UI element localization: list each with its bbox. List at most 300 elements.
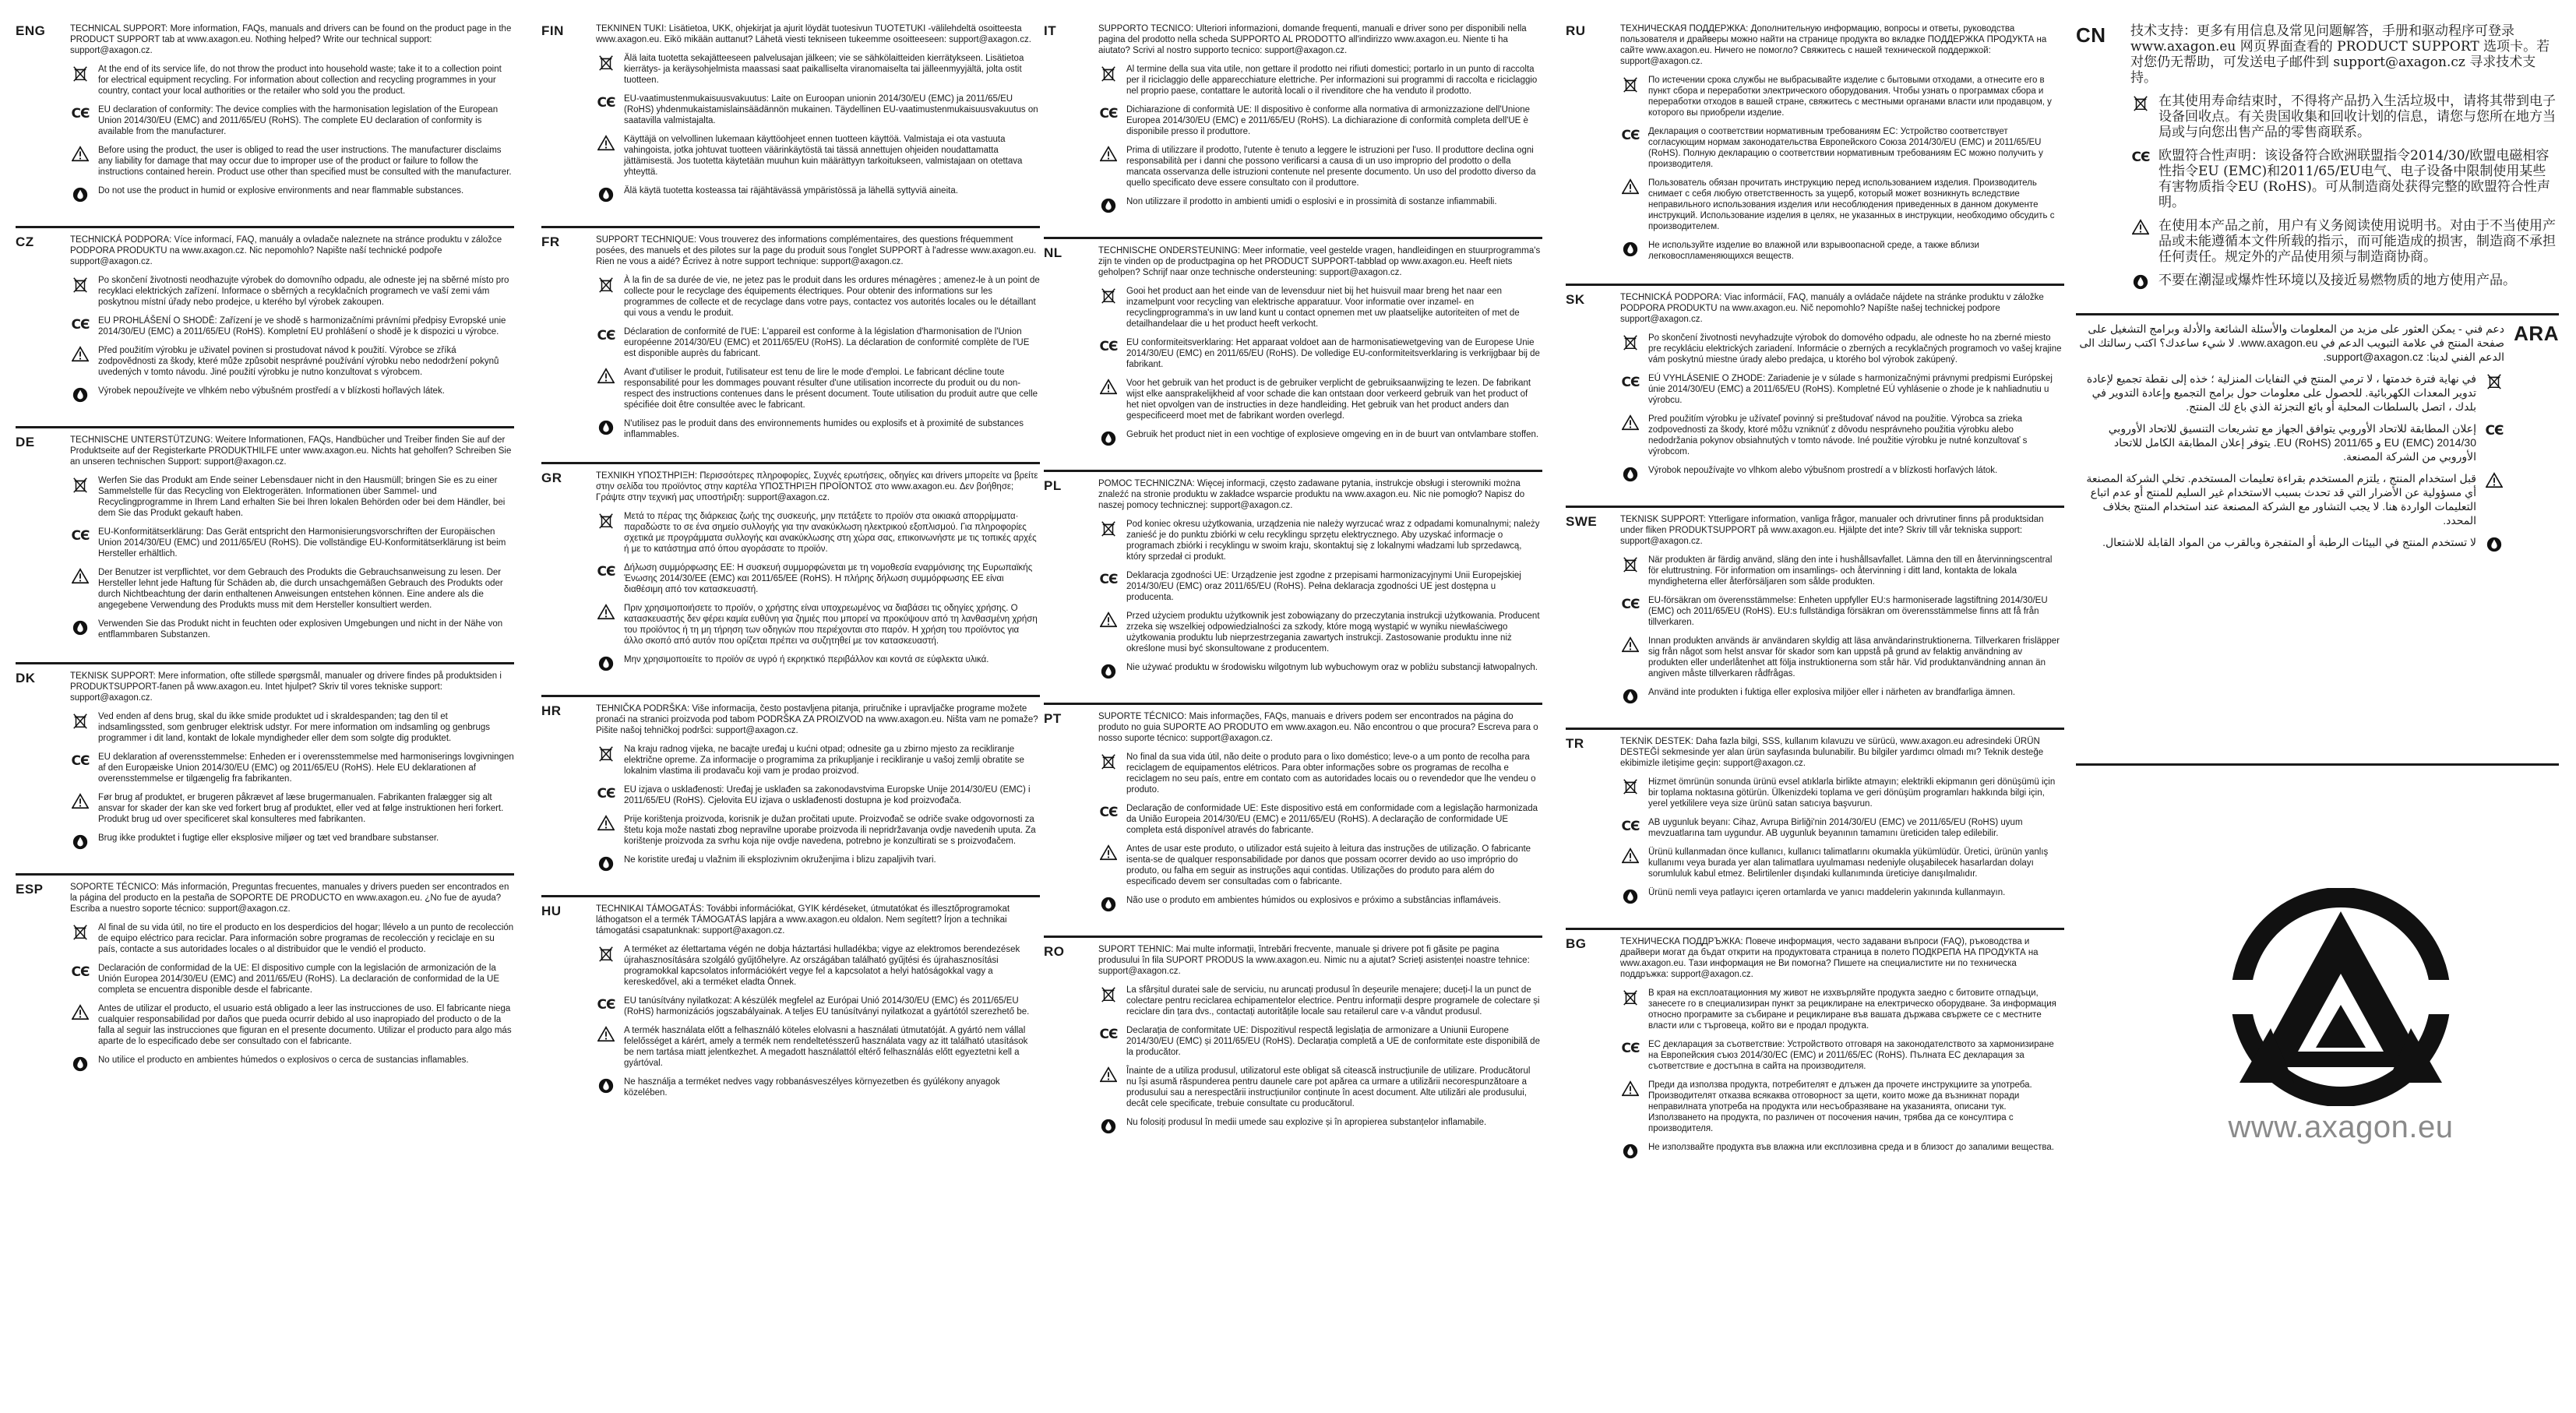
no-humid-icon <box>1620 240 1640 259</box>
language-code: ENG <box>16 23 46 38</box>
notice-text: Al termine della sua vita utile, non gettare il prodotto nei rifiuti domestici; portarlo in un punto di raccolta per il riciclaggio delle apparecchiature elettriche. Per informazioni sui programmi di raccolta e riciclaggio nel proprio paese, contattare le autorità locali o il rivenditore che ha venduto il prodotto. <box>1126 65 1538 96</box>
ce-mark-icon: CЄ <box>597 564 615 580</box>
language-code: SK <box>1566 292 1585 307</box>
notice-row <box>1620 777 2064 809</box>
notice-row <box>1098 844 1542 887</box>
notice-row <box>1620 817 2064 839</box>
language-code: RO <box>1044 944 1065 959</box>
support-paragraph: ТЕХНИЧЕСКАЯ ПОДДЕРЖКА: Дополнительную информацию, вопросы и ответы, руководства пользователя и драйверы можно найти на странице продукта во вкладке ПОДДЕРЖКА ПРОДУКТА на сайте www.axagon.eu. Ничего не помогло? Свяжитесь с нашей технической поддержкой: support@axagon.cz. <box>1620 24 2047 66</box>
lang-section-gr <box>541 462 1040 689</box>
notice-row <box>596 814 1040 847</box>
notice-text: Declarația de conformitate UE: Dispozitivul respectă legislația de armonizare a Uniunii Europene 2014/30/EU (EMC) și 2011/65/EU (RoHS). Declarația completă a UE de conformitate este disponibilă de la producător. <box>1126 1026 1540 1057</box>
notice-text: EU tanúsítvány nyilatkozat: A készülék megfelel az Európai Unió 2014/30/EU (EMC) és 2011/65/EU (RoHS) harmonizációs jogszabályainak. A teljes EU tanúsítványi nyilatkozat a gyártótól szerezhető be. <box>624 996 1030 1017</box>
language-code: HR <box>541 703 562 718</box>
ce-mark-icon: CЄ <box>597 786 615 802</box>
ce-mark-icon: CЄ <box>597 95 615 111</box>
notice-row <box>70 145 514 178</box>
notice-text: A termék használata előtt a felhasználó köteles elolvasni a használati útmutatóját. A gyártó nem vállal felelősséget a kárért, amely a termék nem rendeltetésszerű használata vagy az itt található utasítások be nem tartása miatt jelentkezhet. A megadott használattól eltérő felhasználás előtt egyeztetni kell a gyártóval. <box>624 1026 1028 1068</box>
notice-row <box>1620 1039 2064 1072</box>
weee-bin-icon <box>1098 286 1119 305</box>
notice-text: في نهاية فترة خدمتها ، لا ترمي المنتج في النفايات المنزلية ؛ خذه إلى نقطة تجميع لإعادة تدوير المعدات الكهربائية. للحصول على معلومات حول برامج التجميع وإعادة التدوير في بلدك ، اتصل بالسلطات المحلية أو بائع التجزئة الذي باع لك المنتج. <box>2086 372 2476 413</box>
notice-text: Ürünü kullanmadan önce kullanıcı, kullanıcı talimatlarını okumakla yükümlüdür. Üretici, ürünün yanlış kullanımı veya burada yer alan talimatlara uyulmaması nedeniyle oluşabilecek hasarlardan dolayı sorumluluk kabul etmez. Belirtilenler dışındaki kullanımında üreticiye danışılmalıdır. <box>1648 847 2049 879</box>
notice-row <box>70 185 514 204</box>
no-humid-icon <box>2484 535 2504 554</box>
notice-text: Déclaration de conformité de l'UE: L'appareil est conforme à la législation d'harmonisation de l'Union européenne 2014/30/EU (EMC) et 2011/65/EU (RoHS). La déclaration de conformité complète de l'UE est disponible auprès du fabricant. <box>624 327 1030 358</box>
notice-row <box>1098 337 1542 370</box>
language-code: BG <box>1566 936 1587 951</box>
support-paragraph: 技术支持：更多有用信息及常见问题解答，手册和驱动程序可登录 www.axagon.eu 网页界面查看的 PRODUCT SUPPORT 选项卡。若对您仍无帮助，可发送电子邮件到 support@axagon.cz 寻求技术支持。 <box>2130 23 2550 86</box>
notice-text: Не используйте изделие во влажной или взрывоопасной среде, а также вблизи легковоспламеняющихся веществ. <box>1648 241 1979 261</box>
column-4 <box>1566 17 2064 1182</box>
notice-text: 在其使用寿命结束时，不得将产品扔入生活垃圾中，请将其带到电子设备回收点。有关贵国收集和回收计划的信息，请您与您所在地方当局或与向您出售产品的零售商联系。 <box>2158 93 2556 140</box>
notice-text: Deklaracja zgodności UE: Urządzenie jest zgodne z przepisami harmonizacyjnymi Unii Europejskiej 2014/30/EU (EMC) oraz 2011/65/EU (RoHS). Pełna deklaracja zgodności UE jest dostępna u producenta. <box>1126 571 1521 602</box>
language-code: IT <box>1044 23 1057 38</box>
notice-row <box>70 386 514 404</box>
notice-text: Δήλωση συμμόρφωσης ΕΕ: Η συσκευή συμμορφώνεται με τη νομοθεσία εναρμόνισης της Ευρωπαϊκής Ένωσης 2014/30/EE (EMC) και 2011/65/EE (RoHS). Η πλήρης δήλωση συμμόρφωσης ΕΕ είναι διαθέσιμη από τον κατασκευαστή. <box>624 563 1033 594</box>
notice-text: N'utilisez pas le produit dans des environnements humides ou explosifs et à proximité de substances inflammables. <box>624 419 1024 439</box>
no-humid-icon <box>1098 662 1119 681</box>
notice-text: No utilice el producto en ambientes húmedos o explosivos o cerca de sustancias inflamables. <box>98 1055 469 1065</box>
lang-section-cz <box>16 226 514 420</box>
no-humid-icon <box>2130 273 2151 291</box>
notice-row <box>1620 126 2064 170</box>
ce-mark-icon: CЄ <box>1621 128 1640 143</box>
column-5 <box>2076 17 2559 576</box>
notice-row <box>596 53 1040 86</box>
notice-text: إعلان المطابقة للاتحاد الأوروبي يتوافق الجهاز مع تشريعات التنسيق للاتحاد الأوروبي 2014/30 EU (EMC) و 2011/65 EU (RoHS). يتوفر إعلان المطابقة الكامل للاتحاد الأوروبي من الشركة المصنعة. <box>2108 422 2476 463</box>
support-paragraph: TECHNICAL SUPPORT: More information, FAQs, manuals and drivers can be found on the product page in the PRODUCT SUPPORT tab at www.axagon.eu. Nothing helped? Write our technical support: support@axagon.cz. <box>70 24 512 55</box>
notice-text: Använd inte produkten i fuktiga eller explosiva miljöer eller i närheten av brandfarliga ämnen. <box>1648 688 2016 697</box>
notice-row <box>70 1003 514 1047</box>
notice-text: Înainte de a utiliza produsul, utilizatorul este obligat să citească instrucțiunile de utilizare. Producătorul nu își asumă răspunderea pentru daunele care pot apărea ca urmare a utilizării necorespunzătoare a produsului sau a nerespectării instrucțiunilor conținute în acest document. Alte utilizări ale produsului, decât cele specificate, trebuie consultate cu producătorul. <box>1126 1066 1531 1108</box>
language-code: ESP <box>16 882 44 897</box>
weee-bin-icon <box>596 275 616 294</box>
support-paragraph: SOPORTE TÉCNICO: Más información, Preguntas frecuentes, manuales y drivers pueden ser encontrados en la página del producto en la pestaña de SOPORTE DE PRODUCTO en www.axagon.eu. ¿No fue de ayuda? Escriba a nuestro soporte técnico: support@axagon.cz. <box>70 883 509 914</box>
ce-mark-icon: CЄ <box>71 964 90 980</box>
no-humid-icon <box>1620 465 1640 484</box>
notice-text: No final da sua vida útil, não deite o produto para o lixo doméstico; leve-o a um ponto de recolha para reciclagem de equipamentos elétricos. Para obter informações sobre os programas de recolha e reciclagem no seu país, entre em contato com as autoridades locais ou o revendedor que lhe vendeu o produto. <box>1126 752 1536 795</box>
column-1 <box>16 17 514 1095</box>
notice-row <box>1620 75 2064 118</box>
warning-icon <box>1620 414 1640 432</box>
notice-text: La sfârșitul duratei sale de serviciu, nu aruncați produsul în deșeurile menajere; duceți-l la un punct de colectare pentru reciclarea echipamentelor electrice. Pentru informații despre programele de colectare și reciclare din țara dvs., contactați autoritățile locale sau retailerul care v-a vândut produsul. <box>1126 985 1540 1017</box>
notice-text: EU-Konformitätserklärung: Das Gerät entspricht den Harmonisierungsvorschriften der Europäischen Union 2014/30/EU (EMC) und 2011/65/EU (RoHS). Die vollständige EU-Konformitätserklärung ist beim Hersteller erhältlich. <box>98 527 506 559</box>
support-paragraph: TEKNINEN TUKI: Lisätietoa, UKK, ohjekirjat ja ajurit löydät tuotesivun TUOTETUKI -välilehdeltä osoitteesta www.axagon.eu. Eikö mikään auttanut? Lähetä viesti tekniseen tukeemme osoitteeseen: support@axagon.cz. <box>596 24 1031 44</box>
warning-icon <box>596 1025 616 1044</box>
notice-text: 不要在潮湿或爆炸性环境以及接近易燃物质的地方使用产品。 <box>2158 273 2516 288</box>
notice-text: Преди да използва продукта, потребителят е длъжен да прочете инструкциите за употреба. Производителят отказва всякаква отговорност за щети, които може да възникнат поради неправилната употреба на продукта или несъобразяване на указанията, описани тук. Използването на продукта, по различен от посочения начин, трябва да се консултира с производителя. <box>1648 1080 2032 1133</box>
notice-text: At the end of its service life, do not throw the product into household waste; take it to a collection point for electrical equipment recycling. For information about collection and recycling programmes in your country, contact your local authorities or the retailer who sold you the product. <box>98 65 502 96</box>
notice-row <box>596 367 1040 411</box>
brand-logo <box>2177 888 2504 1145</box>
warning-icon <box>1098 844 1119 862</box>
notice-text: Nie używać produktu w środowisku wilgotnym lub wybuchowym oraz w pobliżu substancji łatwopalnych. <box>1126 663 1538 672</box>
notice-row <box>70 1055 514 1073</box>
support-paragraph: SUPPORTO TECNICO: Ulteriori informazioni, domande frequenti, manuali e driver sono per disponibili nella pagina del prodotto nella scheda SUPPORTO AL PRODOTTO all'indirizzo www.axagon.eu. Niente ti ha aiutato? Scrivi al nostro supporto tecnico: support@axagon.cz. <box>1098 24 1527 55</box>
no-humid-icon <box>70 185 90 204</box>
notice-row <box>2130 93 2559 140</box>
brand-url: www.axagon.eu <box>2228 1110 2454 1144</box>
notice-text: A terméket az élettartama végén ne dobja háztartási hulladékba; vigye az elektromos berendezések újrahasznosítására szolgáló gyűjtőhelyre. Az országában található gyűjtési és újrahasznosítási programokkal kapcsolatos információkért vegye fel a kapcsolatot a helyi hatóságokkal vagy a kereskedővel, aki a terméket eladta Önnek. <box>624 945 1020 987</box>
support-paragraph: ΤΕΧΝΙΚΗ ΥΠΟΣΤΗΡΙΞΗ: Περισσότερες πληροφορίες, Συχνές ερωτήσεις, οδηγίες και drivers μπορείτε να βρείτε στην σελίδα του προϊόντος στην καρτέλα ΥΠΟΣΤΗΡΙΞΗ ΠΡΟΪΟΝΤΟΣ στο www.axagon.eu. Δεν βοήθησε; Γράψτε στην τεχνική μας υποστήριξη: support@axagon.cz. <box>596 471 1038 502</box>
lang-section-tr <box>1566 728 2064 921</box>
ce-mark-icon: CЄ <box>71 528 90 544</box>
weee-bin-icon <box>1620 555 1640 573</box>
notice-row <box>2076 421 2504 463</box>
notice-row <box>70 963 514 995</box>
notice-row <box>70 567 514 611</box>
weee-bin-icon <box>1098 519 1119 537</box>
notice-text: Ne használja a terméket nedves vagy robbanásveszélyes környezetben és gyúlékony anyagok közelében. <box>624 1077 1000 1098</box>
notice-text: Voor het gebruik van het product is de gebruiker verplicht de gebruiksaanwijzing te lezen. De fabrikant wijst elke aansprakelijkheid af voor schade die kan ontstaan door verkeerd gebruik van het product of het niet opvolgen van de instructies in deze handleiding. Het gebruik van het product anders dan gespecificeerd moet met de fabrikant worden overlegd. <box>1126 379 1531 421</box>
no-humid-icon <box>596 185 616 204</box>
notice-row <box>596 511 1040 555</box>
notice-text: Gooi het product aan het einde van de levensduur niet bij het huisvuil maar breng het naar een inzamelpunt voor recycling van elektrische apparatuur. Voor informatie over inzamel- en recyclingprogramma's in uw land kunt u contact opnemen met uw plaatselijke autoriteiten of met de detailhandelaar die u het product heeft verkocht. <box>1126 287 1520 329</box>
language-code: DE <box>16 435 35 449</box>
notice-row <box>1620 414 2064 457</box>
notice-row <box>596 1076 1040 1098</box>
warning-icon <box>1620 1080 1640 1098</box>
notice-text: Декларация о соответствии нормативным требованиям ЕС: Устройство соответствует согласующим нормам законодательства Европейского Союза 2014/30/EU (EMC) и 2011/65/EU (RoHS). Полную декларацию о соответствии нормативным требованиям ЕС можно получить у производителя. <box>1648 127 2043 169</box>
notice-row <box>2076 372 2504 414</box>
notice-row <box>1098 429 1542 448</box>
notice-row <box>70 752 514 784</box>
ce-mark-icon: CЄ <box>1099 805 1118 820</box>
lang-section-swe <box>1566 506 2064 721</box>
notice-row <box>2130 218 2559 265</box>
notice-row <box>1098 519 1542 562</box>
language-code: TR <box>1566 736 1584 751</box>
notice-row <box>1098 196 1542 215</box>
notice-row <box>1098 64 1542 97</box>
warning-icon <box>70 567 90 586</box>
notice-row <box>596 1025 1040 1069</box>
ce-mark-icon: CЄ <box>1099 572 1118 587</box>
lang-section-cn <box>2076 17 2559 307</box>
support-paragraph: SUPORT TEHNIC: Mai multe informații, întrebări frecvente, manuale și drivere pot fi găsite pe pagina produsului în fila SUPORT PRODUS la www.axagon.eu. Nimic nu a ajutat? Scrieți asistenței noastre tehnice: support@axagon.cz. <box>1098 945 1530 976</box>
warning-icon <box>596 367 616 386</box>
notice-row <box>2076 471 2504 527</box>
language-code: FR <box>541 234 560 249</box>
no-humid-icon <box>596 854 616 873</box>
notice-text: EU conformiteitsverklaring: Het apparaat voldoet aan de harmonisatiewetgeving van de Europese Unie 2014/30/EU (EMC) en 2011/65/EU (RoHS). De volledige EU-conformiteitsverklaring is verkrijgbaar bij de fabrikant. <box>1126 338 1540 369</box>
support-paragraph: TEKNISK SUPPORT: Ytterligare information, vanliga frågor, manualer och drivrutiner finns på produktsidan under fliken PRODUKTSUPPORT på www.axagon.eu. Hjälpte det inte? Skriv till vår tekniska support: support@axagon.cz. <box>1620 515 2044 546</box>
notice-text: Não use o produto em ambientes húmidos ou explosivos e próximo a substâncias inflamáveis. <box>1126 896 1501 905</box>
notice-text: Nu folosiți produsul în medii umede sau explozive și în apropierea substanțelor inflamabile. <box>1126 1118 1487 1127</box>
notice-row <box>1098 1025 1542 1058</box>
notice-row <box>596 944 1040 988</box>
language-code: PL <box>1044 478 1062 493</box>
support-paragraph: SUPORTE TÉCNICO: Mais informações, FAQs, manuais e drivers podem ser encontrados na página do produto no guia SUPORTE AO PRODUTO em www.axagon.eu. Não encontrou o que procura? Escreva para o nosso suporte técnico: support@axagon.cz. <box>1098 712 1538 743</box>
notice-text: قبل استخدام المنتج ، يلتزم المستخدم بقراءة تعليمات المستخدم. تخلي الشركة المصنعة أي مسؤولية عن الأضرار التي قد تحدث بسبب الاستخدام غير السليم للمنتج أو عدم اتباع التعليمات الواردة هنا. لا يجب التشاور مع الشركة المصنعة عند استخدام المنتج بخلاف المحدد. <box>2086 472 2476 527</box>
notice-row <box>70 618 514 640</box>
ce-mark-icon: CЄ <box>71 317 90 333</box>
notice-text: Pred použitím výrobku je užívateľ povinný si preštudovať návod na použitie. Výrobca sa zrieka zodpovednosti za škody, ktoré môžu vzniknúť z dôvodu nesprávneho použitia výrobku alebo nedodržania pokynov obsiahnutých v tomto návode. Iné použitie výrobku je nutné konzultovať s výrobcom. <box>1648 414 2028 456</box>
notice-row <box>1620 333 2064 365</box>
weee-bin-icon <box>596 944 616 963</box>
notice-text: EU-försäkran om överensstämmelse: Enheten uppfyller EU:s harmoniserade lagstiftning 2014/30/EU (EMC) och 2011/65/EU (RoHS). EU:s fullständiga försäkran om överensstämmelse finns att få från tillverkaren. <box>1648 596 2048 627</box>
notice-text: Prima di utilizzare il prodotto, l'utente è tenuto a leggere le istruzioni per l'uso. Il produttore declina ogni responsabilità per i danni che possono verificarsi a causa di un uso improprio del prodotto o della mancata osservanza delle istruzioni contenute nel presente documento. Un uso del prodotto diverso da quello specificato deve essere consultato con il produttore. <box>1126 146 1536 188</box>
notice-text: 欧盟符合性声明：该设备符合欧洲联盟指令2014/30/欧盟电磁相容性指令EU (EMC)和2011/65/EU电气、电子设备中限制使用某些有害物质指令EU (RoHS)。可从制造商处获得完整的欧盟符合性声明。 <box>2158 148 2550 210</box>
notice-row <box>70 275 514 308</box>
notice-row <box>70 922 514 955</box>
notice-row <box>1620 636 2064 679</box>
notice-text: По истечении срока службы не выбрасывайте изделие с бытовыми отходами, а отнесите его в пункт сбора и переработки электрического оборудования. Чтобы узнать о программах сбора и переработки отходов в вашей стране, свяжитесь с местными органами власти или продавцом, у которого вы приобрели изделие. <box>1648 76 2052 118</box>
warning-icon <box>1620 636 1640 654</box>
language-code: FIN <box>541 23 564 38</box>
weee-bin-icon <box>1620 988 1640 1006</box>
weee-bin-icon <box>596 744 616 763</box>
lang-section-ara <box>2076 313 2559 569</box>
weee-bin-icon <box>1620 777 1640 795</box>
weee-bin-icon <box>596 53 616 72</box>
warning-icon <box>596 814 616 833</box>
lang-section-bg <box>1566 928 2064 1176</box>
notice-row <box>1620 178 2064 232</box>
notice-row <box>70 527 514 559</box>
notice-text: Μετά το πέρας της διάρκειας ζωής της συσκευής, μην πετάξετε το προϊόν στα οικιακά απορρίμματα· παραδώστε το σε ένα σημείο συλλογής για την ανακύκλωση ηλεκτρικού εξοπλισμού. Για πληροφορίες σχετικά με προγράμματα συλλογής και ανακύκλωσης στη χώρα σας, επικοινωνήστε με τις τοπικές αρχές ή με το κατάστημα από όπου αγοράσατε το προϊόν. <box>624 512 1037 554</box>
weee-bin-icon <box>1620 333 1640 351</box>
notice-text: Käyttäjä on velvollinen lukemaan käyttöohjeet ennen tuotteen käyttöä. Valmistaja ei ota vastuuta vahingoista, jotka johtuvat tuotteen väärinkäytöstä tai tässä annettujen ohjeiden noudattamatta jättämisestä. Jos tuotetta käytetään muuhun kuin määrättyyn tarkoitukseen, valmistajaan on otettava yhteyttä. <box>624 135 1023 177</box>
notice-text: Werfen Sie das Produkt am Ende seiner Lebensdauer nicht in den Hausmüll; bringen Sie es zu einer Sammelstelle für das Recycling von Elektrogeräten. Informationen über Sammel- und Recyclingprogramme in Ihrem Land erhalten Sie bei Ihren lokalen Behörden oder bei dem Händler, bei dem Sie das Produkt gekauft haben. <box>98 476 506 518</box>
weee-bin-icon <box>1620 75 1640 93</box>
notice-text: ЕС декларация за съответствие: Устройството отговаря на законодателството за хармонизиране на Европейския съюз 2014/30/ЕС (EMC) и 2011/65/ЕС (RoHS). Пълната ЕС декларация за съответствие е достъпна в сайта на производителя. <box>1648 1040 2054 1071</box>
notice-row <box>596 93 1040 126</box>
notice-text: Älä käytä tuotetta kosteassa tai räjähtävässä ympäristössä ja lähellä syttyviä aineita. <box>624 186 958 196</box>
ce-mark-icon: CЄ <box>2131 150 2150 165</box>
ce-mark-icon: CЄ <box>2485 423 2504 439</box>
notice-row <box>1098 570 1542 603</box>
notice-text: Ürünü nemli veya patlayıcı içeren ortamlarda ve yanıcı maddelerin yakınında kullanmayın. <box>1648 888 2006 897</box>
support-paragraph: TECHNISCHE UNTERSTÜTZUNG: Weitere Informationen, FAQs, Handbücher und Treiber finden Sie auf der Produktseite auf der Registerkarte PRODUKTHILFE unter www.axagon.eu. Nichts hat geholfen? Schreiben Sie an unseren technischen Support: support@axagon.cz. <box>70 435 512 467</box>
lang-section-sk <box>1566 284 2064 499</box>
weee-bin-icon <box>2130 93 2151 112</box>
notice-row <box>596 784 1040 806</box>
no-humid-icon <box>70 1055 90 1073</box>
lang-section-ro <box>1044 936 1542 1151</box>
notice-row <box>1098 104 1542 137</box>
notice-text: Antes de usar este produto, o utilizador está sujeito à leitura das instruções de utilização. O fabricante isenta-se de qualquer responsabilidade por danos que possam ocorrer devido ao uso impróprio do produto, ou falha em seguir as instruções aqui contidas. Utilizações do produto para além do especificado devem ser consultadas com o fabricante. <box>1126 844 1531 886</box>
notice-row <box>596 744 1040 777</box>
weee-bin-icon <box>70 275 90 294</box>
no-humid-icon <box>1098 895 1119 914</box>
notice-row <box>70 475 514 519</box>
notice-row <box>596 995 1040 1017</box>
notice-row <box>70 792 514 825</box>
support-paragraph: TEKNİK DESTEK: Daha fazla bilgi, SSS, kullanım kılavuzu ve sürücü, www.axagon.eu adresindeki ÜRÜN DESTEĞİ sekmesinde yer alan ürün sayfasında bulunabilir. Bu bilgiler yardımcı olmadı mı? Teknik desteğe ekibimizle iletişime geçin: support@axagon.cz. <box>1620 737 2044 768</box>
no-humid-icon <box>1098 429 1119 448</box>
notice-row <box>1098 895 1542 914</box>
lang-section-eng <box>16 17 514 220</box>
lang-section-pl <box>1044 470 1542 696</box>
notice-text: À la fin de sa durée de vie, ne jetez pas le produit dans les ordures ménagères ; amenez-le à un point de collecte pour le recyclage des équipements électriques. Pour obtenir des informations sur les programmes de collecte et de recyclage dans votre pays, contactez vos autorités locales ou le détaillant qui vous a vendu le produit. <box>624 276 1040 318</box>
ce-mark-icon: CЄ <box>1621 375 1640 390</box>
language-code: DK <box>16 671 36 685</box>
warning-icon <box>2484 471 2504 490</box>
notice-row <box>1098 985 1542 1017</box>
notice-row <box>1620 555 2064 587</box>
language-code: ARA <box>2514 322 2559 345</box>
notice-row <box>1098 378 1542 421</box>
notice-text: Declaración de conformidad de la UE: El dispositivo cumple con la legislación de armonización de la Unión Europea 2014/30/EU (EMC) and 2011/65/EU (RoHS). La declaración de conformidad de la UE completa se encuentra disponible desde el fabricante. <box>98 964 500 995</box>
notice-text: Verwenden Sie das Produkt nicht in feuchten oder explosiven Umgebungen und nicht in der Nähe von entflammbaren Substanzen. <box>98 619 503 640</box>
notice-text: EU PROHLÁŠENÍ O SHODĚ: Zařízení je ve shodě s harmonizačními právními předpisy Evropské unie 2014/30/EU (EMC) a 2011/65/EU (RoHS). Kompletní EU prohlášení o shodě je k dispozici u výrobce. <box>98 316 506 337</box>
support-paragraph: TECHNIKAI TÁMOGATÁS: További információkat, GYIK kérdéseket, útmutatókat és illesztőprogramokat láthogatson el a termék TÁMOGATÁS lapjára a www.axagon.eu oldalon. Nem segített? Írjon a technikai támogatási csapatunknak: support@axagon.cz. <box>596 904 1010 936</box>
notice-row <box>596 562 1040 595</box>
language-code: GR <box>541 470 562 485</box>
warning-icon <box>1620 847 1640 865</box>
ce-mark-icon: CЄ <box>1621 1041 1640 1056</box>
notice-text: لا تستخدم المنتج في البيئات الرطبة أو المتفجرة وبالقرب من المواد القابلة للاشتعال. <box>2102 536 2476 548</box>
notice-text: 在使用本产品之前，用户有义务阅读使用说明书。对由于不当使用产品或未能遵循本文件所载的指示，而可能造成的损害，制造商不承担任何责任。规定外的产品使用须与制造商协商。 <box>2158 218 2556 265</box>
support-paragraph: POMOC TECHNICZNA: Więcej informacji, często zadawane pytania, instrukcje obsługi i sterowniki można znaleźć na stronie produktu w zakładce wsparcie produktu na www.axagon.eu. Nic nie pomogło? Napisz do naszej pomocy technicznej: support@axagon.cz. <box>1098 479 1525 510</box>
warning-icon <box>1098 145 1119 164</box>
notice-text: Before using the product, the user is obliged to read the user instructions. The manufacturer disclaims any liability for damage that may occur due to improper use of the product or failure to follow the instructions contained herein. Product use other than specified must be consulted with the manufacturer. <box>98 146 512 177</box>
notice-row <box>1620 988 2064 1031</box>
ce-mark-icon: CЄ <box>1099 106 1118 122</box>
notice-row <box>596 854 1040 873</box>
warning-icon <box>596 134 616 153</box>
notice-text: Älä laita tuotetta sekajätteeseen palvelusajan jälkeen; vie se sähkölaitteiden kierrätykseen. Lisätietoa kierrätys- ja keräysohjelmista maassasi saat paikalliselta viranomaiselta tai jälleenmyyjältä, jolta ostit tuotteen. <box>624 54 1024 85</box>
notice-text: Der Benutzer ist verpflichtet, vor dem Gebrauch des Produkts die Gebrauchsanweisung zu lesen. Der Hersteller lehnt jede Haftung für Schäden ab, die durch unsachgemäßen Gebrauch des Produkts oder durch Nichtbeachtung der darin enthaltenen Anweisungen entstehen können. Eine andere als die angegebene Verwendung des Produkts muss mit dem Hersteller konsultiert werden. <box>98 568 503 610</box>
notice-row <box>596 654 1040 673</box>
notice-row <box>1620 1142 2064 1161</box>
notice-text: EÚ VYHLÁSENIE O ZHODE: Zariadenie je v súlade s harmonizačnými právnymi predpismi Európskej únie 2014/30/EU (EMC) a 2011/65/EU (RoHS). Kompletné EÚ vyhlásenie o zhode je k nahliadnutiu u výrobcu. <box>1648 374 2053 405</box>
no-humid-icon <box>1620 887 1640 906</box>
no-humid-icon <box>1098 1117 1119 1136</box>
language-code: SWE <box>1566 514 1598 529</box>
warning-icon <box>70 792 90 811</box>
notice-row <box>70 711 514 744</box>
no-humid-icon <box>1620 1142 1640 1161</box>
notice-text: Ne koristite uređaj u vlažnim ili eksplozivnim okruženjima i blizu zapaljivih tvari. <box>624 855 936 865</box>
notice-row <box>70 345 514 378</box>
notice-row <box>1620 887 2064 906</box>
no-humid-icon <box>596 418 616 437</box>
weee-bin-icon <box>1098 64 1119 83</box>
warning-icon <box>1098 611 1119 629</box>
notice-text: Declaração de conformidade UE: Este dispositivo está em conformidade com a legislação harmonizada da União Europeia 2014/30/EU (EMC) e 2011/65/EU (RoHS). A declaração de conformidade UE completa está disponível através do fabricante. <box>1126 804 1538 835</box>
notice-text: Po skončení životnosti neodhazujte výrobek do domovního odpadu, ale odneste jej na sběrné místo pro recyklaci elektrických zařízení. Informace o sběrných a recyklačních programech ve vaší zemi vám poskytnou místní úřady nebo prodejce, u kterého byl výrobek zakoupen. <box>98 276 509 307</box>
notice-text: Antes de utilizar el producto, el usuario está obligado a leer las instrucciones de uso. El fabricante niega cualquier responsabilidad por daños que pueda ocurrir debido al uso inapropiado del producto o de la falla al seguir las instrucciones que figuran en el presente documento. Utilizar el producto para algo más aparte de lo especificado debe ser consultado con el fabricante. <box>98 1004 512 1046</box>
warning-icon <box>1620 178 1640 196</box>
weee-bin-icon <box>70 64 90 83</box>
lang-section-ru <box>1566 17 2064 277</box>
notice-text: Не използвайте продукта във влажна или експлозивна среда и в близост до запалими вещества. <box>1648 1143 2054 1152</box>
notice-row <box>1620 687 2064 706</box>
notice-text: В края на експлоатационния му живот не изхвърляйте продукта заедно с битовите отпадъци, занесете го в специализиран пункт за рециклиране на електрическо оборудване. За информация относно програмите за събиране и рециклиране във вашата държава свържете се с местните власти или с търговеца, който ви е продал продукта. <box>1648 988 2056 1031</box>
lang-section-hr <box>541 695 1040 889</box>
warning-icon <box>1098 1066 1119 1084</box>
warning-icon <box>1098 378 1119 396</box>
notice-text: Po skončení životnosti nevyhadzujte výrobok do domového odpadu, ale odneste ho na zberné miesto pre recykláciu elektrických zariadení. Informácie o zberných a recyklačných programoch vo vašej krajine vám poskytnú miestne úrady alebo predajca, u ktorého bol výrobok zakúpený. <box>1648 333 2062 365</box>
ce-mark-icon: CЄ <box>71 106 90 122</box>
notice-row <box>1620 595 2064 628</box>
notice-row <box>1620 1080 2064 1134</box>
lang-section-fr <box>541 226 1040 456</box>
notice-row <box>1098 752 1542 795</box>
ce-mark-icon: CЄ <box>71 753 90 769</box>
weee-bin-icon <box>1098 985 1119 1003</box>
no-humid-icon <box>596 1076 616 1095</box>
section-divider <box>2076 763 2559 766</box>
no-humid-icon <box>70 386 90 404</box>
notice-row <box>596 418 1040 440</box>
notice-text: Ved enden af dens brug, skal du ikke smide produktet ud i skraldespanden; tag den til et indsamlingssted, som genbruger elektrisk udstyr. For mere information om indsamling og genbrugs programmer i dit land, kontakt de lokale myndigheder eller dem som solgte dig produktet. <box>98 712 491 743</box>
notice-row <box>1620 373 2064 406</box>
notice-text: Prije korištenja proizvoda, korisnik je dužan pročitati upute. Proizvođač se odriče svake odgovornosti za štetu koja može nastati zbog nepravilne uporabe proizvoda ili nepridržavanja ovdje navedenih uputa. Za korištenje proizvoda za svrhu koja nije ovdje navedena, potrebno je konzultirati se s proizvođačem. <box>624 815 1036 846</box>
lang-section-hu <box>541 895 1040 1114</box>
notice-row <box>2130 148 2559 210</box>
notice-row <box>596 603 1040 647</box>
support-paragraph: SUPPORT TECHNIQUE: Vous trouverez des informations complémentaires, des questions fréquemment posées, des manuels et des pilotes sur la page du produit sous l'onglet SUPPORT à l'adresse www.axagon.eu. Rien ne vous a aidé? Écrivez à notre support technique: support@axagon.cz. <box>596 235 1037 266</box>
notice-text: Przed użyciem produktu użytkownik jest zobowiązany do przeczytania instrukcji użytkowania. Producent zrzeka się wszelkiej odpowiedzialności za szkody, które mogą wystąpić w wyniku niewłaściwego użytkowania produktu lub nieprzestrzegania zawartych instrukcji. Zastosowanie produktu inne niż określone musi być skonsultowane z producentem. <box>1126 611 1540 654</box>
column-3 <box>1044 17 1542 1158</box>
notice-row <box>2076 535 2504 554</box>
no-humid-icon <box>70 833 90 851</box>
ce-mark-icon: CЄ <box>1621 597 1640 612</box>
notice-row <box>1098 1117 1542 1136</box>
notice-row <box>596 326 1040 359</box>
notice-row <box>70 315 514 337</box>
notice-text: Avant d'utiliser le produit, l'utilisateur est tenu de lire le mode d'emploi. Le fabricant décline toute responsabilité pour les dommages pouvant résulter d'une utilisation incorrecte du produit ou du non-respect des instructions contenues dans le présent document. Toute utilisation du produit autre que celle spécifiée doit être consultée avec le fabricant. <box>624 368 1038 410</box>
support-paragraph: ТЕХНИЧЕСКА ПОДДРЪЖКА: Повече информация, често задавани въпроси (FAQ), ръководства и драйвери могат да бъдат открити на продуктовата страница в полето ПОДКРЕПА НА ПРОДУКТА на www.axagon.eu. Тази информация не Ви помогна? Пишете на специалистите ни по техническа поддръжка: support@axagon.cz. <box>1620 937 2039 979</box>
notice-text: Na kraju radnog vijeka, ne bacajte uređaj u kućni otpad; odnesite ga u zbirno mjesto za recikliranje električne opreme. Za informacije o programima za prikupljanje i recikliranje u vašoj zemlji obratite se lokalnim vlastima ili prodavaču koji vam je prodao proizvod. <box>624 745 1024 776</box>
notice-text: Výrobok nepoužívajte vo vlhkom alebo výbušnom prostredí a v blízkosti horľavých látok. <box>1648 466 1998 475</box>
support-paragraph: TECHNISCHE ONDERSTEUNING: Meer informatie, veel gestelde vragen, handleidingen en stuurprogramma's zijn te vinden op de productpagina op het PRODUCT SUPPORT-tabblad op www.axagon.eu. Heeft niets geholpen? Schrijf naar onze technische ondersteuning: support@axagon.cz. <box>1098 246 1541 277</box>
language-code: RU <box>1566 23 1586 38</box>
ce-mark-icon: CЄ <box>1099 1027 1118 1042</box>
notice-text: Brug ikke produktet i fugtige eller eksplosive miljøer og tæt ved brandbare substanser. <box>98 833 439 843</box>
ce-mark-icon: CЄ <box>597 328 615 344</box>
support-paragraph: دعم فني - يمكن العثور على مزيد من المعلومات والأسئلة الشائعة والأدلة وبرامج التشغيل على صفحة المنتج في علامة التبويب الدعم في www.axagon.eu. لا شيء ساعدك؟ اكتب رسالتك الى الدعم الفني لدينا: support@axagon.cz. <box>2079 322 2504 363</box>
language-code: HU <box>541 904 562 918</box>
support-paragraph: TEHNIČKA PODRŠKA: Više informacija, često postavljena pitanja, priručnike i upravljačke programe možete pronaći na stranici proizvoda pod tabom PODRŠKA ZA PROIZVOD na www.axagon.eu. Ništa vam ne pomaže? Pišite našoj tehničkoj podršci: support@axagon.cz. <box>596 704 1038 735</box>
weee-bin-icon <box>70 475 90 494</box>
lang-section-nl <box>1044 237 1542 463</box>
column-2 <box>541 17 1040 1120</box>
notice-text: Non utilizzare il prodotto in ambienti umidi o esplosivi e in prossimità di sostanze infiammabili. <box>1126 197 1497 206</box>
language-code: NL <box>1044 245 1062 260</box>
notice-row <box>70 64 514 97</box>
support-paragraph: TECHNICKÁ PODPORA: Viac informácií, FAQ, manuály a ovládače nájdete na stránke produktu v záložke PODPORA PRODUKTU na www.axagon.eu. Nič nepomohlo? Napíšte našej technickej podpore support@axagon.cz. <box>1620 293 2044 324</box>
no-humid-icon <box>70 618 90 637</box>
ce-mark-icon: CЄ <box>597 997 615 1013</box>
support-paragraph: TECHNICKÁ PODPORA: Více informací, FAQ, manuály a ovladače naleznete na stránce produktu v záložce PODPORA PRODUKTU na www.axagon.cz. Nic nepomohlo? Napište naší technické podpoře support@axagon.cz. <box>70 235 502 266</box>
notice-text: EU izjava o usklađenosti: Uređaj je usklađen sa zakonodavstvima Europske Unije 2014/30/EU (EMC) i 2011/65/EU (RoHS). Cjelovita EU izjava o usklađenosti dostupna je kod proizvođača. <box>624 785 1031 805</box>
notice-row <box>1098 662 1542 681</box>
weee-bin-icon <box>70 922 90 941</box>
notice-row <box>596 134 1040 178</box>
no-humid-icon <box>1098 196 1119 215</box>
weee-bin-icon <box>1098 752 1119 770</box>
warning-icon <box>2130 218 2151 237</box>
notice-text: Μην χρησιμοποιείτε το προϊόν σε υγρό ή εκρηκτικό περιβάλλον και κοντά σε εύφλεκτα υλικά. <box>624 655 989 664</box>
weee-bin-icon <box>596 511 616 530</box>
lang-section-de <box>16 426 514 656</box>
notice-row <box>2130 273 2559 291</box>
weee-bin-icon <box>2484 372 2504 390</box>
lang-section-pt <box>1044 703 1542 929</box>
notice-text: Výrobek nepoužívejte ve vlhkém nebo výbušném prostředí a v blízkosti hořlavých látek. <box>98 386 445 396</box>
notice-text: Før brug af produktet, er brugeren påkrævet af læse brugermanualen. Fabrikanten fralægger sig alt ansvar for skader der kan ske ved forkert brug af produktet, eller ved at følge instruktionen heri forkert. Produkt brug ud over specificeret skal konsulteres med fabrikanten. <box>98 793 504 824</box>
notice-text: AB uygunluk beyanı: Cihaz, Avrupa Birliği'nin 2014/30/EU (EMC) ve 2011/65/EU (RoHS) uyum mevzuatlarına tam uygundur. AB uygunluk beyanının tamamını üreticiden talep edilebilir. <box>1648 818 2023 838</box>
notice-text: EU deklaration af overensstemmelse: Enheden er i overensstemmelse med harmoniserings lovgivningen af den Europæiske Union 2014/30/EU (EMC) og 2011/65/EU (RoHS). Hele EU deklarationen af overensstemmelse er tilgængelig fra fabrikanten. <box>98 752 514 784</box>
notice-row <box>70 833 514 851</box>
no-humid-icon <box>596 654 616 673</box>
notice-text: Innan produkten används är användaren skyldig att läsa användarinstruktionerna. Tillverkaren frisläpper sig från något som helst ansvar för skador som kan uppstå på grund av felaktig användning av produkten eller underlåtenhet att följa instruktionerna som står här. Vid produktanvändning annan än angiven måste tillverkaren rådfrågas. <box>1648 636 2060 678</box>
notice-text: Dichiarazione di conformità UE: Il dispositivo è conforme alla normativa di armonizzazione dell'Unione Europea 2014/30/EU (EMC) e 2011/65/EU (RoHS). La dichiarazione di conformità completa dell'UE è disponibile presso il produttore. <box>1126 105 1531 136</box>
